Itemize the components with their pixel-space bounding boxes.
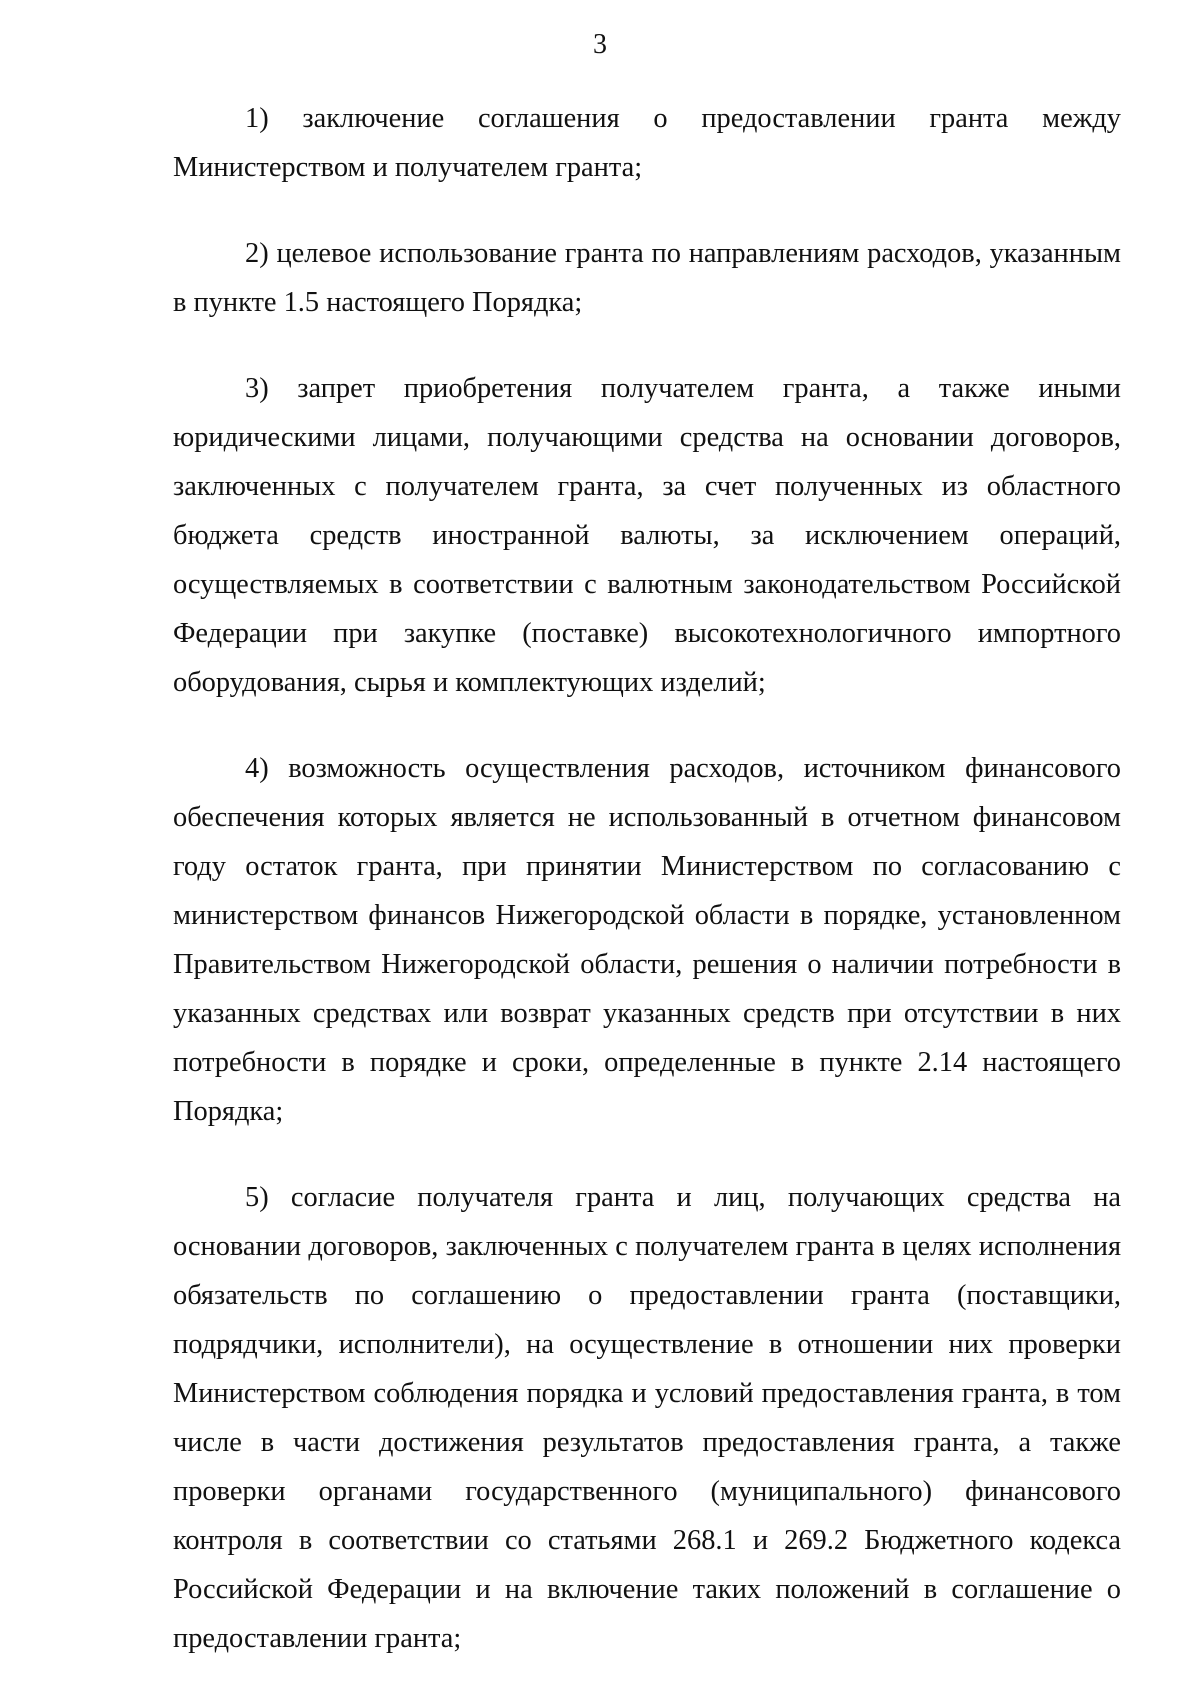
page-number: 3 <box>593 29 607 60</box>
list-item-3: 3) запрет приобретения получателем гранта, а также иными юридическими лицами, получающими средства на основании договоров, заключенных с получателем гранта, за счет полученных из областного бюджета средств иностранной валюты, за исключением операций, осуществляемых в соответствии с валютным законодательством Российской Федерации при закупке (поставке) высокотехнологичного импортного оборудования, сырья и комплектующих изделий; <box>173 373 1121 698</box>
document-body <box>173 94 1121 1663</box>
list-item-5: 5) согласие получателя гранта и лиц, получающих средства на основании договоров, заключенных с получателем гранта в целях исполнения обязательств по соглашению о предоставлении гранта (поставщики, подрядчики, исполнители), на осуществление в отношении них проверки Министерством соблюдения порядка и условий предоставления гранта, в том числе в части достижения результатов предоставления гранта, а также проверки органами государственного (муниципального) финансового контроля в соответствии со статьями 268.1 и 269.2 Бюджетного кодекса Российской Федерации и на включение таких положений в соглашение о предоставлении гранта; <box>173 1182 1121 1654</box>
list-item-4: 4) возможность осуществления расходов, источником финансового обеспечения которых является не использованный в отчетном финансовом году остаток гранта, при принятии Министерством по согласованию с министерством финансов Нижегородской области в порядке, установленном Правительством Нижегородской области, решения о наличии потребности в указанных средствах или возврат указанных средств при отсутствии в них потребности в порядке и сроки, определенные в пункте 2.14 настоящего Порядка; <box>173 753 1121 1127</box>
list-item-1: 1) заключение соглашения о предоставлении гранта между Министерством и получателем гранта; <box>173 103 1121 183</box>
list-item-2: 2) целевое использование гранта по направлениям расходов, указанным в пункте 1.5 настоящего Порядка; <box>173 238 1121 318</box>
